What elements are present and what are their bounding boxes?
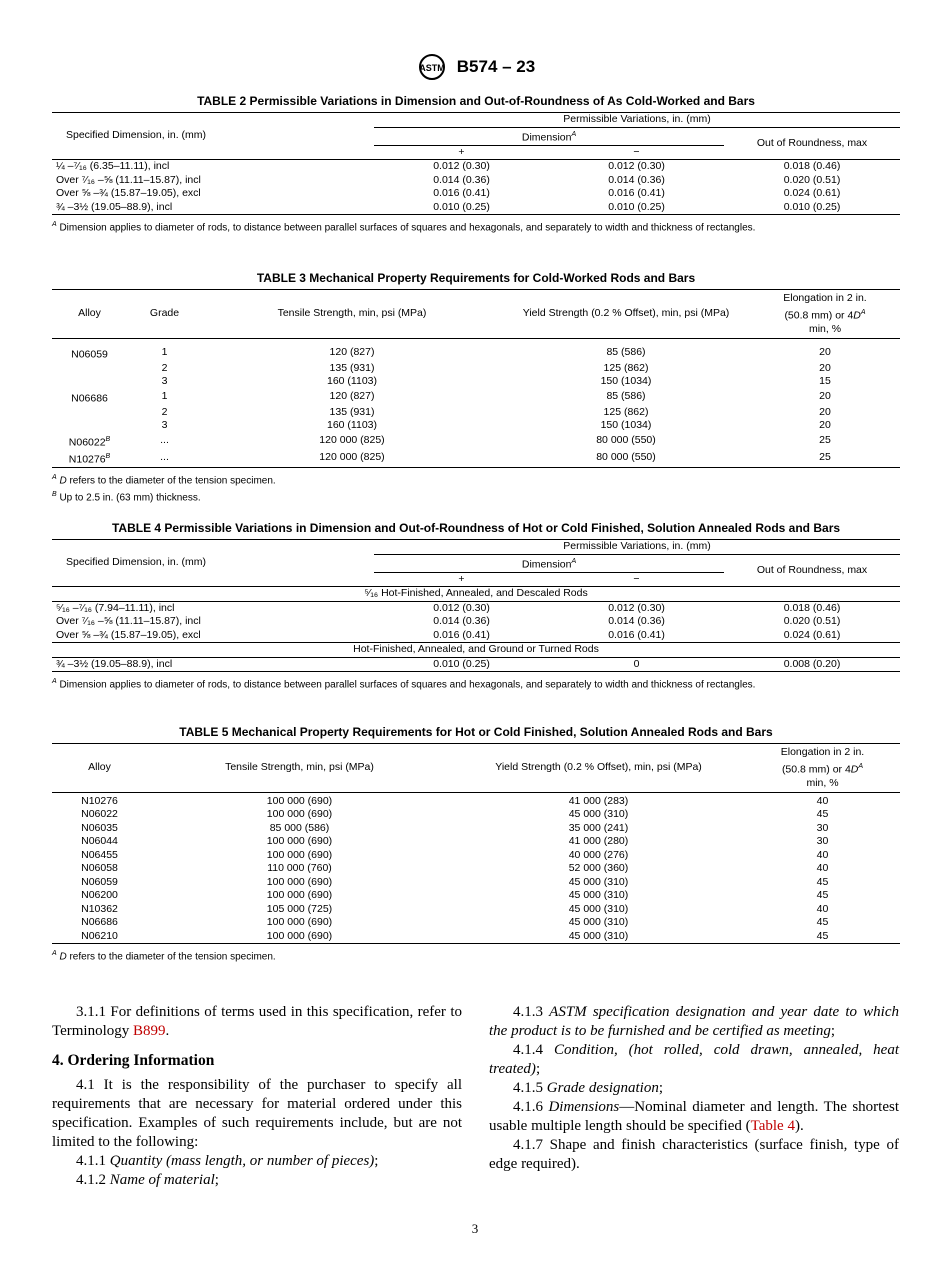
table-2-grid — [52, 112, 900, 215]
table-row: N06210 100 000 (690) 45 000 (310) 45 — [52, 930, 900, 944]
table-row: N06686 100 000 (690) 45 000 (310) 45 — [81, 916, 829, 928]
table-4-header-perm: Permissible Variations, in. (mm) — [374, 540, 900, 555]
table-3-header-alloy: Alloy — [52, 290, 127, 339]
table-2-header-perm: Permissible Variations, in. (mm) — [374, 113, 900, 128]
table-row: N10276 100 000 (690) 41 000 (283) 40 — [81, 794, 829, 807]
table-3-header-elongation: Elongation in 2 in. (50.8 mm) or $4D^A$ min, % — [750, 290, 900, 339]
table-3-footnote-a: $^A$ D refers to the diameter of the tension specimen. — [52, 473, 276, 486]
table-3-footnote-b: $^B$ Up to 2.5 in. (63 mm) thickness. — [52, 490, 201, 504]
para-4-1: 4.1 It is the responsibility of the purchaser to specify all requirements that are necessary for material ordered under this specification. Examples of such requirements include, but are not limited to the following: — [52, 1077, 462, 1150]
table-row: N06035 85 000 (586) 35 000 (241) 30 — [81, 821, 829, 834]
para-3-1-1: 3.1.1 For definitions of terms used in this specification, refer to Terminology B899. — [52, 1004, 462, 1039]
table-3-title: TABLE 3 Mechanical Property Requirements for Cold-Worked Rods and Bars — [256, 271, 696, 285]
table-row: 3 160 (1103) 150 (1034) 15 — [161, 375, 831, 387]
table-5-footnote: $^A$ D refers to the diameter of the tension specimen. — [52, 950, 276, 963]
link-b899[interactable]: B899 — [133, 1023, 166, 1039]
table-4-header-plus: + — [374, 572, 549, 587]
table-4-header-minus: − — [549, 572, 724, 587]
table-4-title: TABLE 4 Permissible Variations in Dimension and Out-of-Roundness of Hot or Cold Finished, Solution Annealed Rods and Bars — [111, 521, 841, 535]
table-4-footnote: $^A$ Dimension applies to diameter of rods, to distance between parallel surfaces of squares and hexagonals, and separately to width and thickness of rectangles. — [52, 678, 756, 691]
table-3-header-yield: Yield Strength (0.2 % Offset), min, psi (MPa) — [502, 290, 750, 339]
table-row: ¼ –⁷⁄₁₆ (6.35–11.11), incl 0.012 (0.30) 0.012 (0.30) 0.018 (0.46) — [56, 160, 841, 172]
table-5-header-yield: Yield Strength (0.2 % Offset), min, psi (MPa) — [452, 744, 745, 793]
table-5 — [52, 725, 900, 964]
table-row: Over ⁷⁄₁₆ –⅝ (11.11–15.87), incl 0.014 (0.36) 0.014 (0.36) 0.020 (0.51) — [56, 615, 841, 627]
table-row: N06686 1 120 (827) 85 (586) 20 — [71, 390, 831, 404]
table-3-header-tensile: Tensile Strength, min, psi (MPa) — [202, 290, 502, 339]
table-row: N06059 100 000 (690) 45 000 (310) 45 — [81, 875, 829, 888]
table-row: 2 135 (931) 125 (862) 20 — [161, 405, 831, 418]
para-4-1-4: 4.1.4 Condition, (hot rolled, cold drawn, annealed, heat treated); — [489, 1042, 900, 1077]
table-5-header-elongation: Elongation in 2 in. (50.8 mm) or $4D^A$ min, % — [745, 744, 900, 793]
table-row: 3 160 (1103) 150 (1034) 20 — [161, 419, 831, 431]
table-2-header-oor: Out of Roundness, max — [724, 127, 900, 160]
para-4-1-5: 4.1.5 Grade designation; — [513, 1080, 663, 1096]
table-2-header-minus: − — [549, 145, 724, 160]
table-row: $N06022^B$ ... 120 000 (825) 80 000 (550) 25 — [68, 434, 831, 448]
table-5-header-alloy: Alloy — [52, 744, 147, 793]
table-row: 2 135 (931) 125 (862) 20 — [161, 361, 831, 374]
document-designation: B574 – 23 — [456, 57, 536, 76]
para-4-1-1: 4.1.1 Quantity (mass length, or number of pieces); — [76, 1153, 379, 1169]
table-row: N06044 100 000 (690) 41 000 (280) 30 — [81, 835, 829, 847]
table-4-section-2: Hot-Finished, Annealed, and Ground or Turned Rods — [52, 643, 900, 658]
table-4-header-oor: Out of Roundness, max — [724, 554, 900, 587]
para-4-1-6: 4.1.6 Dimensions—Nominal diameter and length. The shortest usable multiple length should be specified (Table 4). — [489, 1099, 900, 1134]
table-2-header-spec: Specified Dimension, in. (mm) — [52, 113, 374, 160]
page-number: 3 — [471, 1221, 479, 1236]
table-row: ¾ –3½ (19.05–88.9), incl 0.010 (0.25) 0 0.008 (0.20) — [52, 657, 900, 672]
table-row: N06455 100 000 (690) 40 000 (276) 40 — [81, 848, 829, 861]
table-4-header-spec: Specified Dimension, in. (mm) — [52, 540, 374, 587]
para-4-1-7: 4.1.7 Shape and finish characteristics (surface finish, type of edge required). — [489, 1137, 899, 1172]
table-2-header-dim: Dimension$^A$ — [374, 127, 724, 145]
table-row: N06022 100 000 (690) 45 000 (310) 45 — [81, 808, 829, 820]
table-3-header-grade: Grade — [127, 290, 202, 339]
left-column — [52, 1003, 462, 1190]
para-4-1-2: 4.1.2 Name of material; — [76, 1172, 219, 1188]
table-4-header-dim: Dimension$^A$ — [374, 554, 724, 572]
table-2-header-plus: + — [374, 145, 549, 160]
right-column — [489, 1003, 899, 1174]
table-row: Over ⅝ –¾ (15.87–19.05), excl 0.016 (0.41) 0.016 (0.41) 0.024 (0.61) — [56, 187, 841, 199]
table-row: ⁵⁄₁₆ –⁷⁄₁₆ (7.94–11.11), incl 0.012 (0.30) 0.012 (0.30) 0.018 (0.46) — [56, 601, 841, 614]
table-5-header-tensile: Tensile Strength, min, psi (MPa) — [147, 744, 452, 793]
astm-logo-icon — [415, 53, 449, 81]
table-2-footnote: $^A$ Dimension applies to diameter of rods, to distance between parallel surfaces of squares and hexagonals, and separately to width and thickness of rectangles. — [52, 221, 756, 234]
table-row: ¾ –3½ (19.05–88.9), incl 0.010 (0.25) 0.010 (0.25) 0.010 (0.25) — [52, 201, 900, 215]
table-row: N10362 105 000 (725) 45 000 (310) 40 — [81, 902, 829, 915]
table-5-grid — [52, 743, 900, 944]
section-heading-ordering: 4. Ordering Information — [52, 1052, 215, 1069]
table-row: Over ⅝ –¾ (15.87–19.05), excl 0.016 (0.41) 0.016 (0.41) 0.024 (0.61) — [52, 629, 900, 643]
table-3-grid — [52, 289, 900, 468]
table-row: Over ⁷⁄₁₆ –⅝ (11.11–15.87), incl 0.014 (0.36) 0.014 (0.36) 0.020 (0.51) — [56, 173, 841, 186]
page-header — [0, 53, 950, 86]
table-2 — [52, 94, 900, 235]
table-4-grid — [52, 539, 900, 672]
table-3 — [52, 271, 900, 505]
table-4 — [52, 521, 900, 692]
table-4-section-1: ⁵⁄₁₆ Hot-Finished, Annealed, and Descaled Rods — [52, 587, 900, 602]
table-row: N06059 1 120 (827) 85 (586) 20 — [71, 346, 831, 360]
table-row: $N10276^B$ ... 120 000 (825) 80 000 (550) 25 — [52, 450, 900, 468]
para-4-1-3: 4.1.3 ASTM specification designation and year date to which the product is to be furnished and be certified as meeting; — [489, 1004, 899, 1039]
link-table-4[interactable]: Table 4 — [750, 1118, 795, 1134]
astm-logo-text: ASTM — [419, 63, 445, 73]
table-2-title: TABLE 2 Permissible Variations in Dimension and Out-of-Roundness of As Cold-Worked and Bars — [197, 94, 755, 108]
table-5-title: TABLE 5 Mechanical Property Requirements for Hot or Cold Finished, Solution Annealed Rods and Bars — [179, 725, 773, 739]
table-row: N06200 100 000 (690) 45 000 (310) 45 — [81, 889, 829, 901]
table-row: N06058 110 000 (760) 52 000 (360) 40 — [81, 862, 829, 874]
table-3-footnotes — [52, 471, 900, 506]
